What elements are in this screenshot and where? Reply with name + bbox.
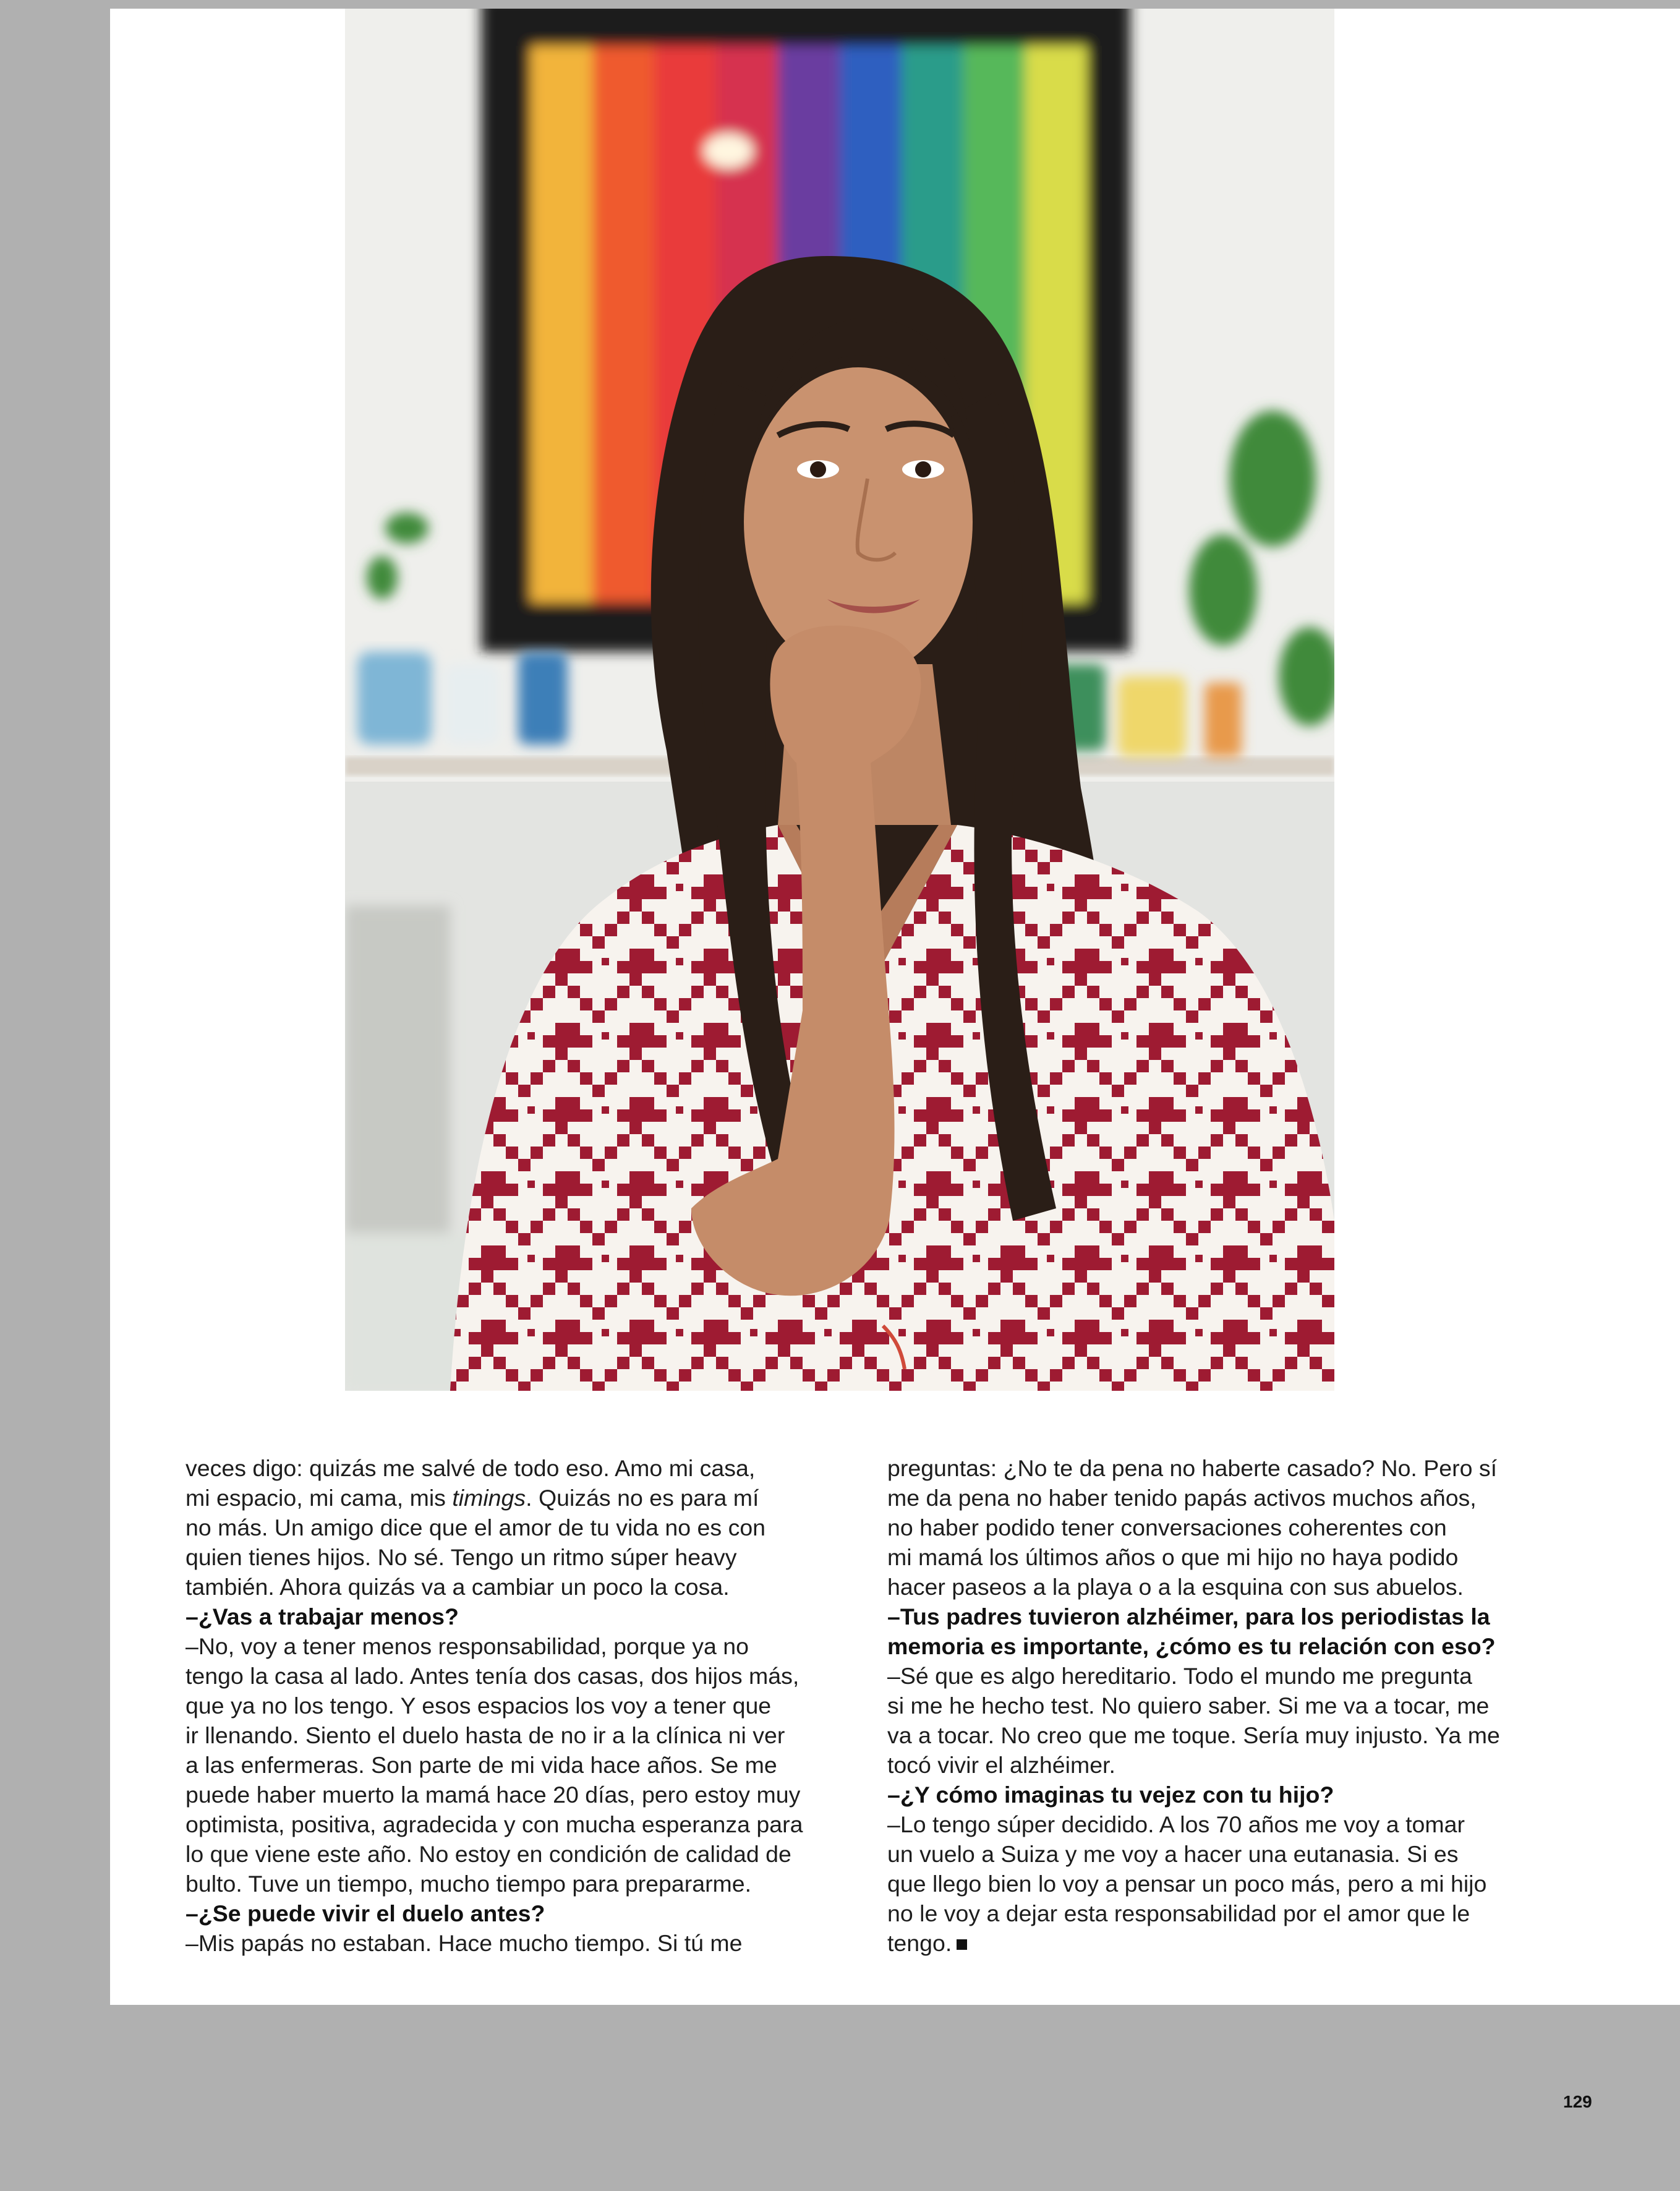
article-line <box>887 1928 1543 1958</box>
article-line: me da pena no haber tenido papás activos muchos años, <box>887 1485 1477 1511</box>
article-line: quien tienes hijos. No sé. Tengo un ritmo súper heavy <box>185 1544 737 1570</box>
portrait-illustration <box>345 9 1334 1391</box>
article-line: va a tocar. No creo que me toque. Sería muy injusto. Ya me <box>887 1722 1500 1748</box>
article-line: preguntas: ¿No te da pena no haberte casado? No. Pero sí <box>887 1455 1498 1481</box>
end-of-article-square-icon <box>957 1939 967 1950</box>
article-line: –Lo tengo súper decidido. A los 70 años me voy a tomar <box>887 1811 1465 1837</box>
page-number: 129 <box>1563 2092 1592 2111</box>
article-line: no más. Un amigo dice que el amor de tu vida no es con <box>185 1514 766 1540</box>
article-line: bulto. Tuve un tiempo, mucho tiempo para prepararme. <box>185 1871 752 1897</box>
article-line <box>185 1483 841 1513</box>
article-line: tengo la casa al lado. Antes tenía dos casas, dos hijos más, <box>185 1663 799 1689</box>
interview-question: –¿Vas a trabajar menos? <box>185 1604 459 1629</box>
article-line: no le voy a dejar esta responsabilidad por el amor que le <box>887 1900 1470 1926</box>
italic-term: timings <box>452 1485 526 1511</box>
magazine-page <box>110 9 1680 2005</box>
interview-question: memoria es importante, ¿cómo es tu relación con eso? <box>887 1633 1496 1659</box>
article-line: que ya no los tengo. Y esos espacios los voy a tener que <box>185 1693 772 1719</box>
article-line: no haber podido tener conversaciones coherentes con <box>887 1514 1447 1540</box>
article-line: veces digo: quizás me salvé de todo eso. Amo mi casa, <box>185 1455 756 1481</box>
text-run: . Quizás no es para mí <box>526 1485 759 1511</box>
article-line: a las enfermeras. Son parte de mi vida hace años. Se me <box>185 1752 777 1778</box>
text-run: tengo. <box>887 1930 952 1956</box>
right-column <box>887 1453 1543 1958</box>
article-line: también. Ahora quizás va a cambiar un poco la cosa. <box>185 1574 730 1600</box>
article-line: –Sé que es algo hereditario. Todo el mundo me pregunta <box>887 1663 1472 1689</box>
article-line: –No, voy a tener menos responsabilidad, porque ya no <box>185 1633 749 1659</box>
article-line: un vuelo a Suiza y me voy a hacer una eutanasia. Si es <box>887 1841 1459 1867</box>
article-line: –Mis papás no estaban. Hace mucho tiempo. Si tú me <box>185 1930 743 1956</box>
left-column <box>185 1453 841 1958</box>
article-line: hacer paseos a la playa o a la esquina con sus abuelos. <box>887 1574 1464 1600</box>
interview-question: –¿Se puede vivir el duelo antes? <box>185 1900 545 1926</box>
article-line: mi mamá los últimos años o que mi hijo no haya podido <box>887 1544 1459 1570</box>
article-line: ir llenando. Siento el duelo hasta de no ir a la clínica ni ver <box>185 1722 785 1748</box>
article-line: optimista, positiva, agradecida y con mucha esperanza para <box>185 1811 803 1837</box>
interview-question: –¿Y cómo imaginas tu vejez con tu hijo? <box>887 1782 1334 1808</box>
article-line: lo que viene este año. No estoy en condición de calidad de <box>185 1841 791 1867</box>
article-line: tocó vivir el alzhéimer. <box>887 1752 1115 1778</box>
article-line: puede haber muerto la mamá hace 20 días, pero estoy muy <box>185 1782 801 1808</box>
portrait-photo <box>345 9 1334 1391</box>
text-run: mi espacio, mi cama, mis <box>185 1485 453 1511</box>
article-line: si me he hecho test. No quiero saber. Si me va a tocar, me <box>887 1693 1490 1719</box>
interview-question: –Tus padres tuvieron alzhéimer, para los periodistas la <box>887 1604 1490 1629</box>
article-line: que llego bien lo voy a pensar un poco más, pero a mi hijo <box>887 1871 1487 1897</box>
